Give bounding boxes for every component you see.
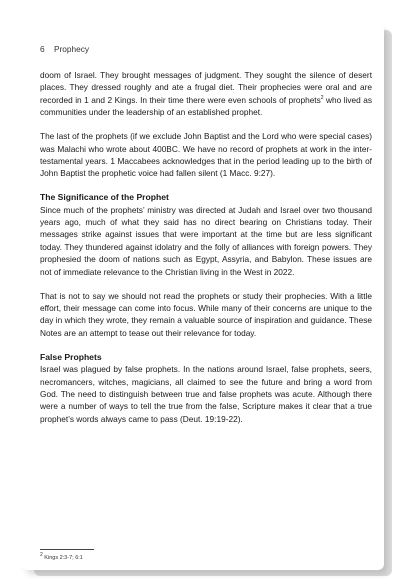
paragraph-text: doom of Israel. They brought messages of judgment. They sought the silence of desert places. They dressed roughly and ate a frugal diet. Their prophecies were oral and are recorded in 1 and 2 Kings. In their time there were even schools of prophets: [40, 70, 372, 105]
page-number: 6: [40, 44, 45, 54]
footnote: [40, 552, 83, 561]
section-heading: False Prophets: [40, 351, 102, 362]
paragraph-text: who lived as communities under the leadership of an established prophet.: [40, 94, 372, 118]
page-body: [40, 69, 372, 437]
paragraph: [40, 69, 372, 119]
paragraph: Israel was plagued by false prophets. In the nations around Israel, false prophets, seers, necromancers, witches, magicians, all claimed to see the future and bring a word from God. The need to distinguish between true and false prophets was acute. Although there were a number of ways to tell the true from the false, Scripture makes it clear that a true prophet’s words always came to pass (Deut. 19:19-22).: [40, 364, 372, 424]
footnote-text: Kings 2:3-7; 6:1: [42, 555, 83, 561]
running-header: [40, 44, 89, 54]
paragraph: Since much of the prophets’ ministry was directed at Judah and Israel over two thousand years ago, much of what they said has no direct bearing on Christians today. Their messages strike against issues that were important at the time but are less significant today. They thundered against idolatry and the folly of alliances with foreign powers. They prophesied the doom of nations such as Egypt, Assyria, and Babylon. These issues are not of immediate relevance to the Christian living in the West in 2022.: [40, 204, 372, 277]
running-title: Prophecy: [53, 44, 89, 54]
footnote-number: 2: [40, 552, 43, 559]
document-page: [22, 24, 384, 570]
paragraph: That is not to say we should not read the prophets or study their prophecies. With a little effort, their message can come into focus. While many of their concerns are unique to the day in which they wrote, they remain a valuable source of inspiration and guidance. These Notes are an attempt to tease out their relevance for today.: [40, 290, 372, 338]
paragraph: The last of the prophets (if we exclude John Baptist and the Lord who were special cases) was Malachi who wrote about 400BC. We have no record of prophets at work in the inter-testamental years. 1 Maccabees acknowledges that in the period leading up to the birth of John Baptist the prophetic voice had fallen silent (1 Macc. 9:27).: [40, 131, 372, 179]
section-heading: The Significance of the Prophet: [40, 192, 169, 203]
footnote-divider: [40, 549, 94, 550]
footnote-marker: 2: [320, 95, 324, 102]
